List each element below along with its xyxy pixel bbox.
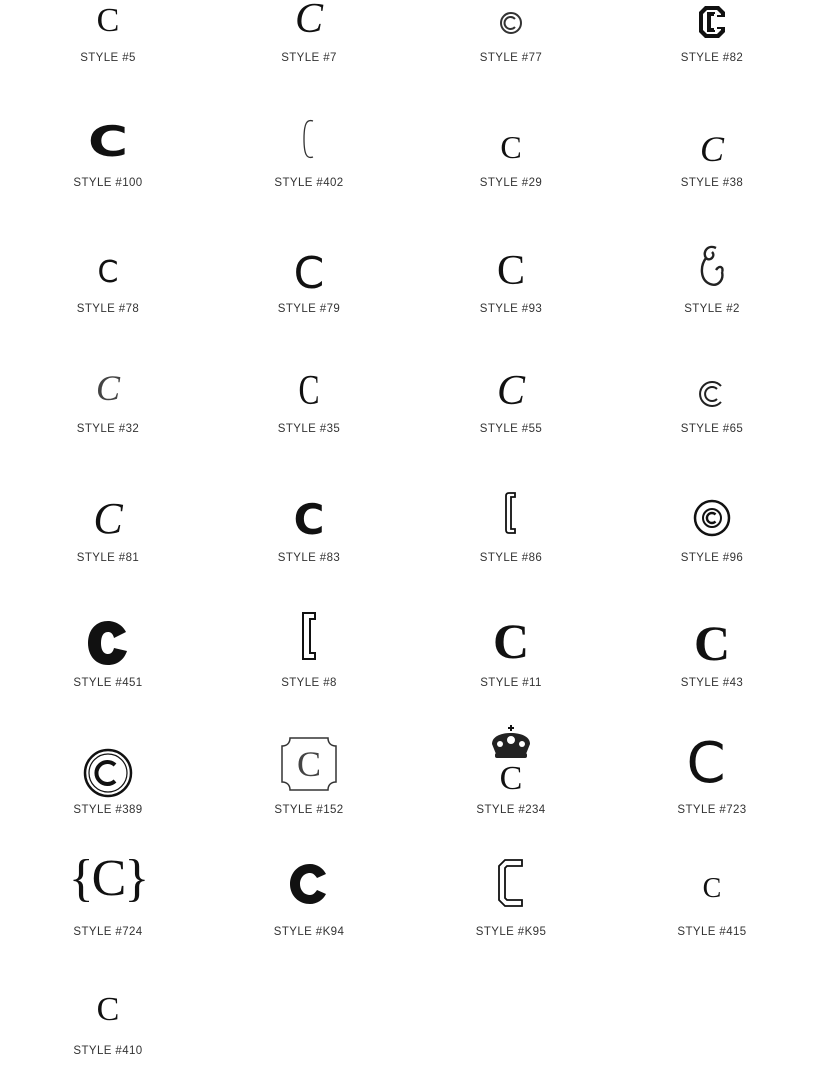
style-label: STYLE #402 [274,177,344,189]
style-tile-79[interactable] [234,250,384,330]
double-outline-c-icon [498,10,524,36]
style-tile-81[interactable] [33,494,183,577]
style-tile-234[interactable] [436,750,586,830]
style-tile-11[interactable] [436,613,586,702]
style-label: STYLE #83 [277,552,341,564]
style-label: STYLE #K94 [273,926,345,938]
style-tile-100[interactable] [33,117,183,205]
style-label: STYLE #38 [680,177,744,189]
style-tile-7[interactable] [234,0,384,80]
block-varsity-c-icon [697,4,727,40]
style-tile-152[interactable] [234,744,384,830]
style-label: STYLE #65 [680,423,744,435]
svg-text:C: C [296,744,322,784]
style-tile-723[interactable] [637,731,787,830]
letter-glyph: C [93,494,123,543]
ornate-script-c-icon [698,242,726,288]
style-label: STYLE #410 [73,1045,143,1057]
letter-glyph: C [298,368,320,414]
letter-glyph: C [500,129,522,165]
style-tile-82[interactable] [637,0,787,80]
style-label: STYLE #5 [80,52,136,64]
letter-glyph: C [496,368,525,414]
style-label: STYLE #82 [680,52,744,64]
style-tile-K95[interactable] [436,873,586,953]
style-tile-65[interactable] [637,370,787,450]
style-label: STYLE #451 [73,677,143,689]
letter-glyph: C [97,255,119,290]
letter-glyph: C [95,368,120,408]
style-label: STYLE #55 [479,423,543,435]
letter-glyph: C [294,0,323,42]
style-label: STYLE #724 [73,926,143,938]
style-tile-93[interactable] [436,250,586,330]
style-tile-83[interactable] [234,497,384,577]
style-label: STYLE #K95 [475,926,547,938]
style-label: STYLE #415 [677,926,747,938]
tall-rounded-c-icon [503,487,519,539]
style-tile-55[interactable] [436,370,586,450]
style-tile-402[interactable] [234,125,384,205]
letter-glyph: C [702,873,722,904]
style-tile-2[interactable] [637,250,787,330]
style-tile-38[interactable] [637,125,787,205]
tall-narrow-c-icon [301,117,317,161]
style-label: STYLE #723 [677,804,747,816]
letter-glyph: C [492,613,530,669]
style-tile-410[interactable] [33,993,183,1073]
style-label: STYLE #2 [684,303,740,315]
letter-glyph: C [87,117,129,166]
style-label: STYLE #35 [277,423,341,435]
style-label: STYLE #29 [479,177,543,189]
octagon-outline-c-icon [496,857,526,909]
letter-glyph: C [699,129,724,169]
letter-glyph: C [686,731,726,796]
tall-bracket-c-icon [300,610,318,662]
style-tile-5[interactable] [33,0,183,80]
circled-c-badge-icon [693,499,731,537]
style-label: STYLE #81 [76,552,140,564]
style-tile-389[interactable] [33,750,183,830]
style-tile-415[interactable] [637,873,787,953]
style-label: STYLE #100 [73,177,143,189]
style-tile-32[interactable] [33,370,183,450]
braces-glyph: {C} [68,850,148,907]
letter-glyph: C [293,248,325,299]
style-tile-451[interactable] [33,622,183,702]
style-label: STYLE #389 [73,804,143,816]
style-label: STYLE #93 [479,303,543,315]
style-label: STYLE #234 [476,804,546,816]
style-label: STYLE #32 [76,423,140,435]
style-tile-29[interactable] [436,125,586,205]
style-tile-43[interactable] [637,615,787,702]
style-tile-86[interactable] [436,497,586,577]
style-tile-K94[interactable] [234,873,384,953]
style-label: STYLE #152 [274,804,344,816]
letter-glyph: C [96,2,120,39]
letter-glyph: C [496,248,525,294]
style-tile-96[interactable] [637,497,787,577]
letter-glyph: C [293,495,325,544]
style-tile-8[interactable] [234,622,384,702]
style-label: STYLE #79 [277,303,341,315]
inline-c-icon [696,378,728,410]
geometric-bold-c-icon [288,863,330,905]
style-label: STYLE #86 [479,552,543,564]
style-label: STYLE #78 [76,303,140,315]
letter-glyph: C [693,615,731,671]
letter-glyph: C [96,991,120,1028]
style-label: STYLE #77 [479,52,543,64]
svg-text:C: C [499,760,523,792]
style-tile-724[interactable] [33,850,183,953]
style-label: STYLE #11 [480,677,542,689]
style-tile-78[interactable] [33,250,183,330]
style-label: STYLE #43 [680,677,744,689]
style-label: STYLE #96 [680,552,744,564]
style-label: STYLE #8 [281,677,337,689]
framed-c-plaque-icon [280,736,338,792]
crown-c-icon [486,724,536,792]
style-tile-77[interactable] [436,0,586,80]
style-label: STYLE #7 [281,52,337,64]
style-tile-35[interactable] [234,370,384,450]
heavy-black-c-icon [86,620,130,666]
ring-circled-c-icon [83,748,133,798]
